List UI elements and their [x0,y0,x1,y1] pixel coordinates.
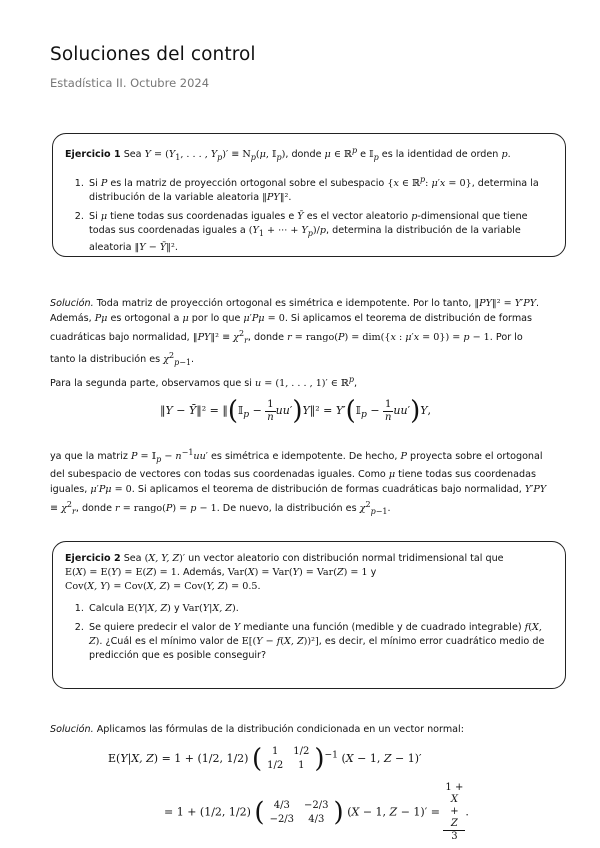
exercise-1-label: Ejercicio 1 [65,149,121,161]
exercise-2-item-1: 1. Calcula E(Y|X, Z) y Var(Y|X, Z). [87,602,553,616]
exercise-2-box [52,541,566,689]
solution-1-paragraph-3: ya que la matriz P = 𝕀$_p$ − $n^{-1}uu'$ es simétrica e idempotente. De hecho, P proyecta sobre el ortogonal del subespacio de vectores con todas sus coordenadas iguales. Como μ tiene todas sus coordenadas iguales, μ′Pμ = 0. Si aplicamos el teorema de distribución de formas cuadráticas bajo normalidad, $Y'PY \equiv \chi^2_r$, donde r = rango(P) = p − 1. De nuevo, la distribución es $\chi^2_{p-1}$. [50,448,547,517]
exercise-1-item-1: 1. Si P es la matriz de proyección ortogonal sobre el subespacio {x ∈ ℝ$^p$: μ′x = 0}, determina la distribución de la variable aleatoria ‖PY‖². [87,173,553,205]
equation-2-line-1: E(Y|X, Z) = 1 + (1/2, 1/2) ( 1 1/2 1/2 1 )$^{-1}$ (X − 1, Z − 1)′ [108,744,422,774]
page-subtitle: Estadística II. Octubre 2024 [50,76,210,90]
equation-1: ‖Y − Ȳ‖² = ‖(𝕀$_p$ − $\frac{1}{n}$ uu′)Y‖² = Y′(𝕀$_p$ − $\frac{1}{n}$ uu′)Y, [160,396,432,426]
solution-2-label: Solución. [50,724,94,735]
solution-2-paragraph: Solución. Aplicamos las fórmulas de la distribución condicionada en un vector normal: [50,724,464,735]
exercise-1-statement: Ejercicio 1 Sea $Y = (Y_1$, . . . , $Y_p)' \equiv N_p(\mu$, 𝕀$_p$), donde μ ∈ ℝ$^p$ e 𝕀$_p$ es la identidad de orden p. [65,146,511,163]
exercise-2-item-2: 2. Se quiere predecir el valor de Y mediante una función (medible y de cuadrado integrable) f(X, Z). ¿Cuál es el mínimo valor de E[(Y − f(X, Z))²], es decir, el mínimo error cuadrático medio de predicción que es posible conseguir? [87,621,553,663]
solution-1-label: Solución. [50,298,94,309]
solution-1-paragraph-2: Para la segunda parte, observamos que si u = (1, . . . , 1)′ ∈ ℝ$^p$, [50,375,358,390]
exercise-1-item-2: 2. Si μ tiene todas sus coordenadas iguales e Ȳ es el vector aleatorio p-dimensional que tiene todas sus coordenadas iguales a ($Y_1$ + ··· + $Y_p)/p$, determina la distribución de la variable aleatoria ‖Y − Ȳ‖². [87,210,553,255]
exercise-1-items [65,173,553,255]
exercise-2-items [65,602,553,663]
equation-2-line-2: = 1 + (1/2, 1/2) ( 4/3 −2/3 −2/3 4/3 ) (X − 1, Z − 1)′ = 1 + X + Z 3 . [164,782,469,842]
solution-1-paragraph-1: Solución. Toda matriz de proyección ortogonal es simétrica e idempotente. Por lo tanto, ‖PY‖² = Y′PY. Además, Pμ es ortogonal a μ por lo que μ′Pμ = 0. Si aplicamos el teorema de distribución de formas cuadráticas bajo normalidad, ‖PY‖² ≡ $\chi^2_r$, donde r = rango(P) = dim({x : μ′x = 0}) = p − 1. Por lo tanto la distribución es $\chi^2_{p-1}$. [50,298,540,368]
exercise-1-box [52,133,566,257]
exercise-2-statement: Ejercicio 2 Sea (X, Y, Z)′ un vector aleatorio con distribución normal tridimensional tal que E(X) = E(Y) = E(Z) = 1. Además, Var(X) = Var(Y) = Var(Z) = 1 y Cov(X, Y) = Cov(X, Z) = Cov(Y, Z) = 0.5. [65,553,504,592]
exercise-2-label: Ejercicio 2 [65,553,121,564]
page-title: Soluciones del control [50,44,256,65]
